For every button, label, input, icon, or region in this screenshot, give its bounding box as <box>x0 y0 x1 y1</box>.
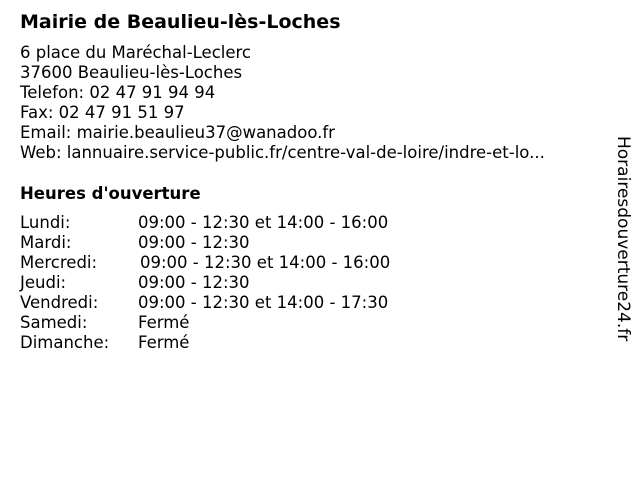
address-line-2: 37600 Beaulieu-lès-Loches <box>20 63 243 82</box>
day-label: Vendredi: <box>20 293 99 312</box>
phone-line: Telefon: 02 47 91 94 94 <box>20 83 216 102</box>
time-value: 09:00 - 12:30 <box>138 233 250 252</box>
page-title: Mairie de Beaulieu-lès-Loches <box>20 11 341 33</box>
time-value: Fermé <box>138 313 190 332</box>
day-label: Dimanche: <box>20 333 110 352</box>
day-label: Mercredi: <box>20 253 98 272</box>
site-watermark <box>612 136 636 376</box>
day-label: Mardi: <box>20 233 72 252</box>
contact-block <box>20 43 545 163</box>
day-label: Lundi: <box>20 213 71 232</box>
web-line: Web: lannuaire.service-public.fr/centre-val-de-loire/indre-et-lo... <box>20 143 545 162</box>
time-value: 09:00 - 12:30 <box>138 273 250 292</box>
time-value: 09:00 - 12:30 et 14:00 - 17:30 <box>138 293 389 312</box>
watermark-text: Horairesdouverture24.fr <box>613 136 633 342</box>
email-line: Email: mairie.beaulieu37@wanadoo.fr <box>20 123 335 142</box>
time-value: 09:00 - 12:30 et 14:00 - 16:00 <box>140 253 391 272</box>
hours-heading: Heures d'ouverture <box>20 184 201 203</box>
day-label: Jeudi: <box>20 273 67 292</box>
address-line-1: 6 place du Maréchal-Leclerc <box>20 43 252 62</box>
time-value: 09:00 - 12:30 et 14:00 - 16:00 <box>138 213 389 232</box>
fax-line: Fax: 02 47 91 51 97 <box>20 103 185 122</box>
time-value: Fermé <box>138 333 190 352</box>
day-label: Samedi: <box>20 313 88 332</box>
